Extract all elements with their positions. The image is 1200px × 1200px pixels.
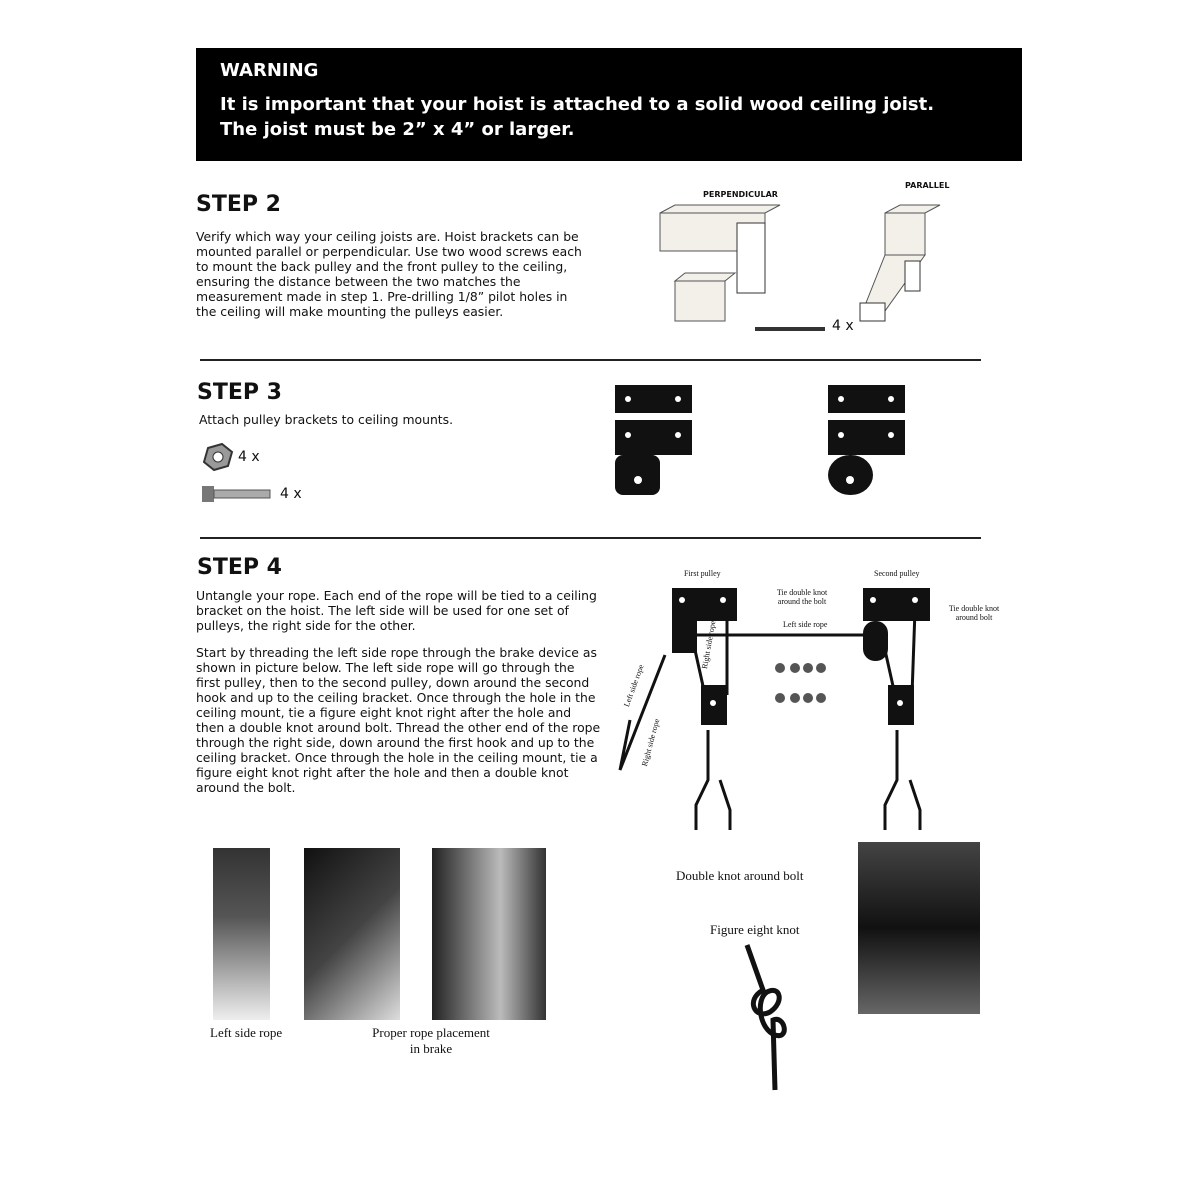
warning-line-2: The joist must be 2” x 4” or larger. [220, 119, 575, 140]
figure-eight-caption: Figure eight knot [710, 922, 800, 937]
nut-quantity: 4 x [238, 449, 260, 465]
right-side-rope-label-loop: Right side rope [640, 717, 662, 768]
divider [200, 537, 981, 539]
tie-double-knot-label-2: Tie double knot around bolt [948, 604, 1000, 622]
double-knot-caption: Double knot around bolt [676, 868, 804, 883]
step2-text: Verify which way your ceiling joists are. Hoist brackets can be mounted parallel or perpendicular. Use two wood screws each to mount the back pulley and the front pulley to the ceiling, ensuring the distance between the two matches the measurement made in step 1. Pre-drilling 1/8” pilot holes in the ceiling will make mounting the pulleys easier. [196, 229, 582, 319]
step2-heading: STEP 2 [196, 192, 281, 217]
warning-box [196, 48, 1022, 161]
step3-heading: STEP 3 [197, 380, 282, 405]
step3-text: Attach pulley brackets to ceiling mounts. [199, 412, 454, 427]
right-side-rope-vertical-label: Right side rope [700, 619, 718, 670]
left-side-rope-vertical-label: Left side rope [622, 663, 646, 709]
double-knot-photo [858, 842, 980, 1014]
perpendicular-label: PERPENDICULAR [703, 190, 778, 199]
proper-placement-caption: Proper rope placement in brake [372, 1025, 490, 1056]
warning-text [220, 92, 934, 142]
warning-title: WARNING [220, 60, 319, 81]
brake-photo [304, 848, 400, 1020]
step4-heading: STEP 4 [197, 555, 282, 580]
pulley-bracket-illustration [600, 380, 920, 500]
left-side-rope-caption: Left side rope [210, 1025, 283, 1040]
screw-quantity: 4 x [832, 318, 854, 334]
figure-eight-knot-illustration [735, 940, 805, 1100]
warning-line-1: It is important that your hoist is attached to a solid wood ceiling joist. [220, 94, 935, 115]
second-pulley-label: Second pulley [874, 569, 920, 578]
first-pulley-label: First pulley [684, 569, 721, 578]
bolt-quantity: 4 x [280, 486, 302, 502]
parallel-label: PARALLEL [905, 181, 950, 190]
step4-paragraph-1: Untangle your rope. Each end of the rope will be tied to a ceiling bracket on the hoist. The left side will be used for one set of pulleys, the right side for the other. [196, 588, 597, 633]
brake-closeup-photo [432, 848, 546, 1020]
tie-double-knot-label-1: Tie double knot around the bolt [776, 588, 828, 606]
divider [200, 359, 981, 361]
joist-mounting-illustration [655, 203, 945, 343]
step4-paragraph-2: Start by threading the left side rope through the brake device as shown in picture below. The left side rope will go through the first pulley, then to the second pulley, down around the second hook and up to the ceiling bracket. Once through the hole in the ceiling mount, tie a figure eight knot right after the hole and then a double knot around bolt. Thread the other end of the rope through the right side, down around the first hook and up to the ceiling bracket. Once through the hole in the ceiling mount, tie a figure eight knot right after the hole and then a double knot around the bolt. [196, 645, 601, 795]
left-side-rope-photo [213, 848, 270, 1020]
left-side-rope-label: Left side rope [783, 620, 828, 629]
